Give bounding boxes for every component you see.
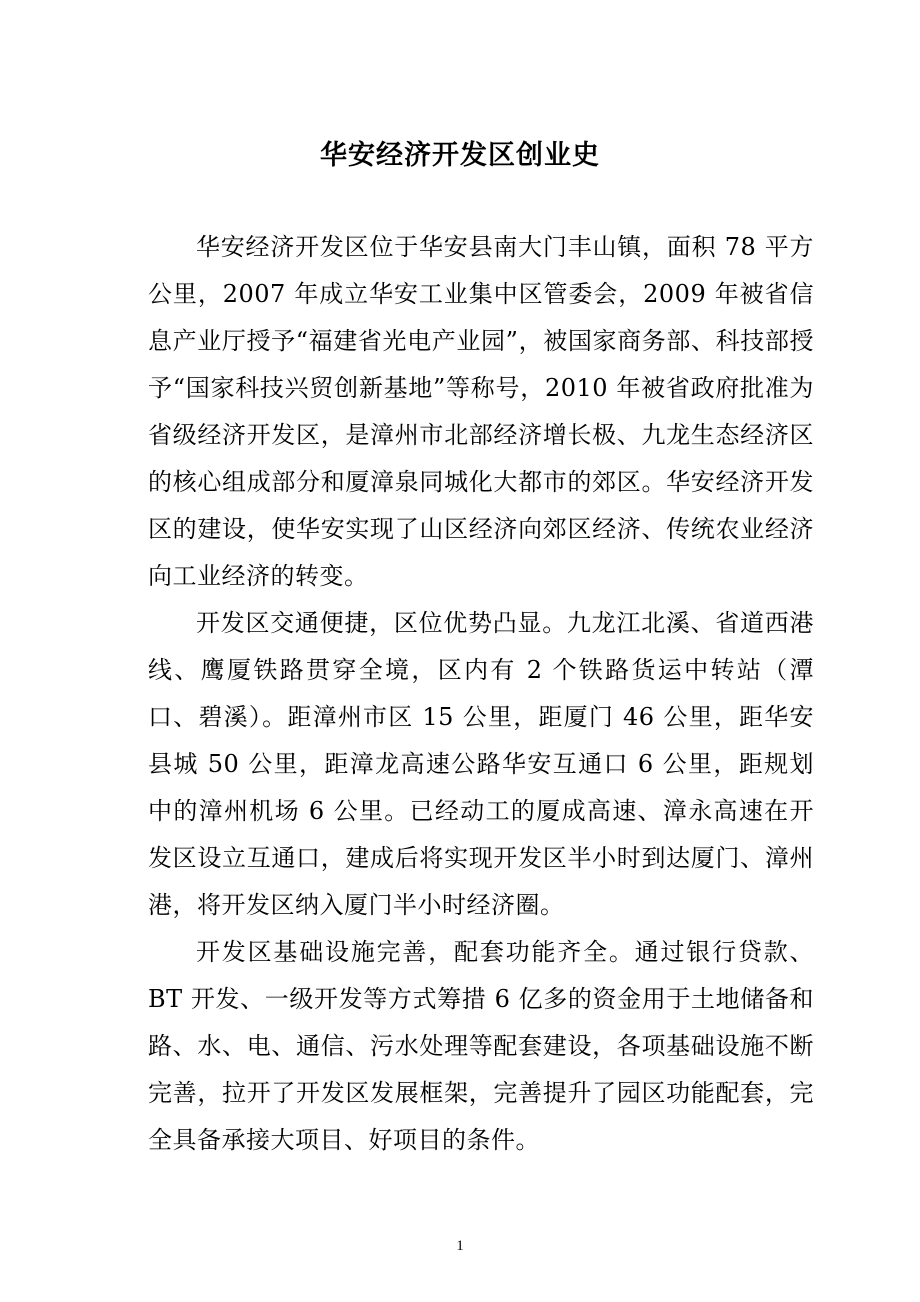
paragraph-overview: 华安经济开发区位于华安县南大门丰山镇，面积 78 平方公里，2007 年成立华安工业集中区管委会，2009 年被省信息产业厅授予“福建省光电产业园”，被国家商务部、科技部授予“国家科技兴贸创新基地”等称号，2010 年被省政府批准为省级经济开发区，是漳州市北部经济增长极、九龙生态经济区的核心组成部分和厦漳泉同城化大都市的郊区。华安经济开发区的建设，使华安实现了山区经济向郊区经济、传统农业经济向工业经济的转变。	[148, 233, 814, 590]
document-title: 华安经济开发区创业史	[320, 140, 600, 171]
paragraph-infrastructure: 开发区基础设施完善，配套功能齐全。通过银行贷款、BT 开发、一级开发等方式筹措 6 亿多的资金用于土地储备和路、水、电、通信、污水处理等配套建设，各项基础设施不断完善，拉开了开发区发展框架，完善提升了园区功能配套，完全具备承接大项目、好项目的条件。	[148, 938, 814, 1154]
page-number: 1	[456, 1238, 464, 1254]
paragraph-transportation: 开发区交通便捷，区位优势凸显。九龙江北溪、省道西港线、鹰厦铁路贯穿全境，区内有 2 个铁路货运中转站（潭口、碧溪）。距漳州市区 15 公里，距厦门 46 公里，距华安县城 50 公里，距漳龙高速公路华安互通口 6 公里，距规划中的漳州机场 6 公里。已经动工的厦成高速、漳永高速在开发区设立互通口，建成后将实现开发区半小时到达厦门、漳州港，将开发区纳入厦门半小时经济圈。	[148, 609, 814, 919]
document-body	[148, 224, 814, 1164]
